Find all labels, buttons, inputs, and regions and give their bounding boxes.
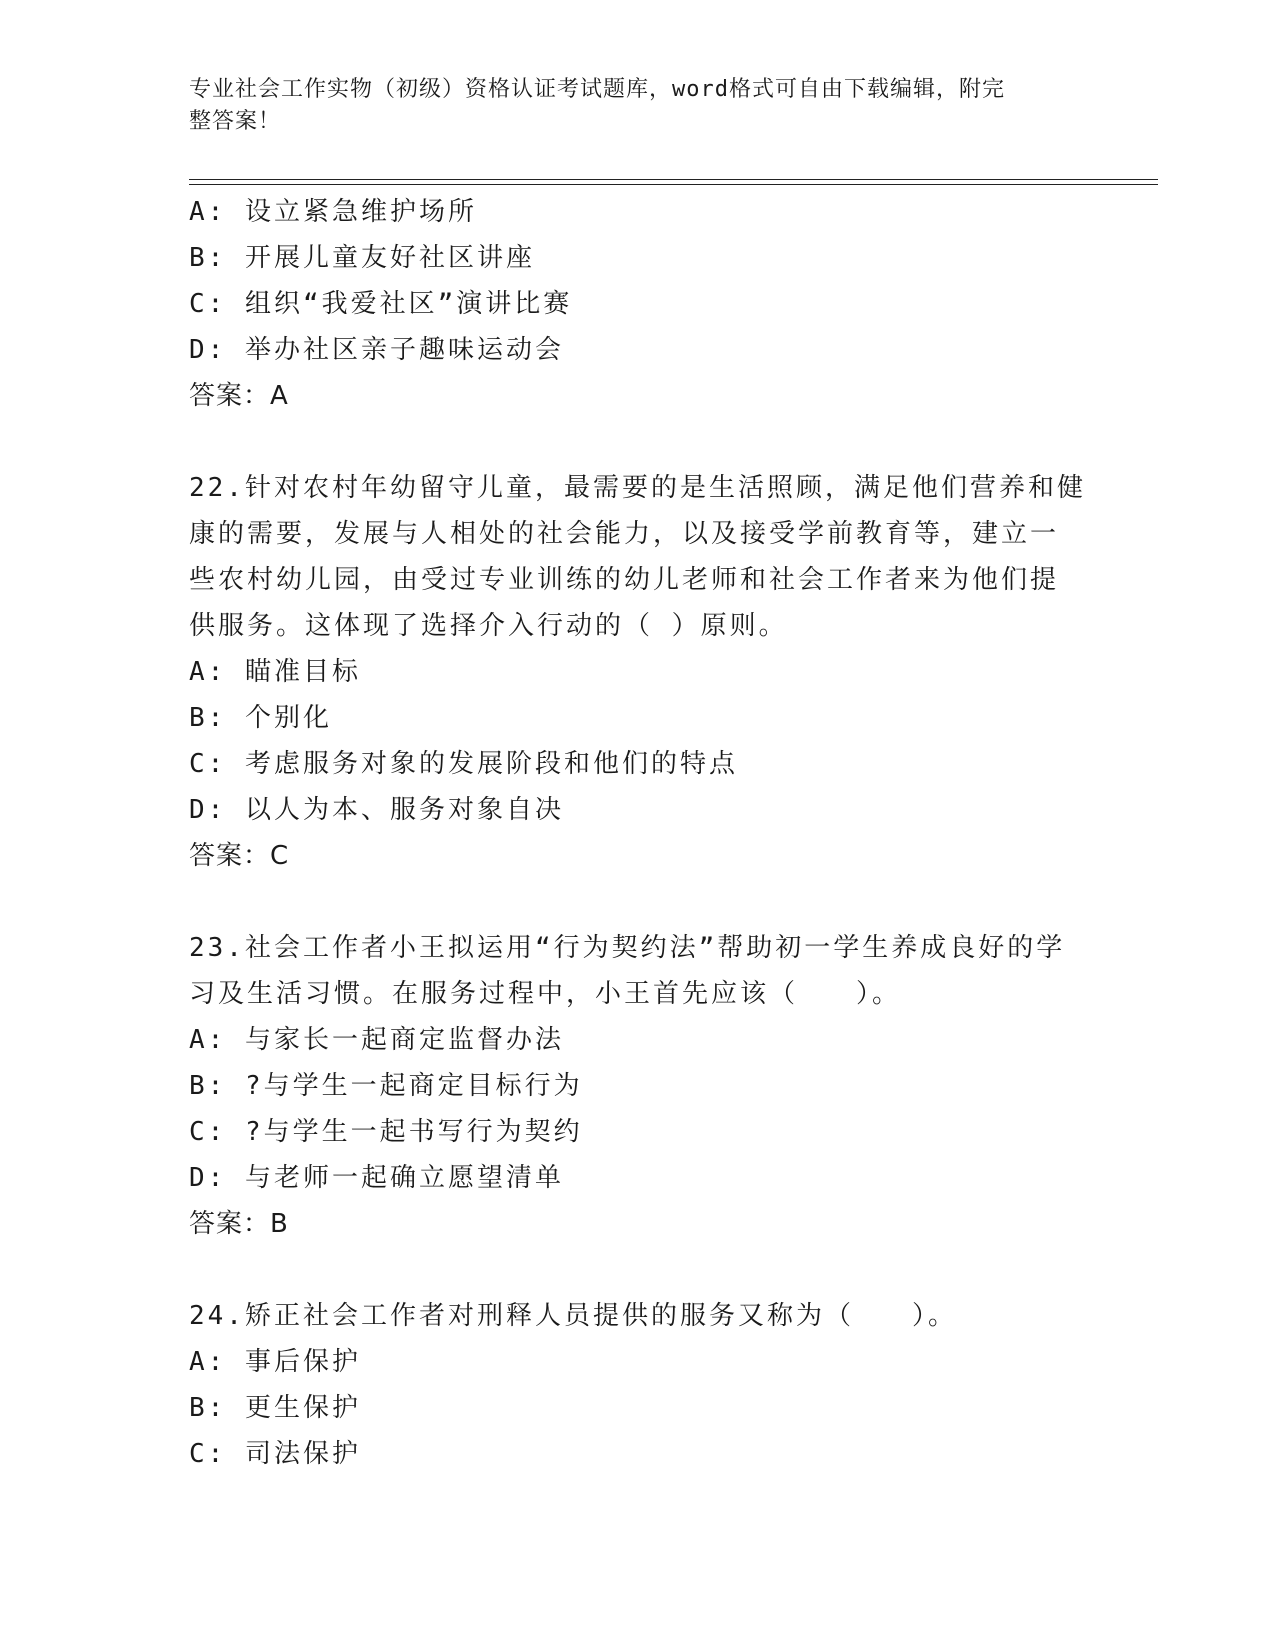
header-line-1: 专业社会工作实物（初级）资格认证考试题库，word格式可自由下载编辑，附完 xyxy=(189,77,1005,102)
q23-text-line-2: 习及生活习惯。在服务过程中，小王首先应该（ ）。 xyxy=(189,979,902,1009)
q21-option-a: A: 设立紧急维护场所 xyxy=(189,197,477,227)
q24-option-c: C: 司法保护 xyxy=(189,1439,361,1469)
q22-text-line-4: 供服务。这体现了选择介入行动的（ ）原则。 xyxy=(189,611,788,641)
q22-text-line-1: 22.针对农村年幼留守儿童，最需要的是生活照顾，满足他们营养和健 xyxy=(189,473,1086,503)
document-header xyxy=(189,74,1089,138)
header-line-2: 整答案！ xyxy=(189,109,282,134)
q23-text-line-1: 23.社会工作者小王拟运用“行为契约法”帮助初一学生养成良好的学 xyxy=(189,933,1066,963)
q23-option-a: A: 与家长一起商定监督办法 xyxy=(189,1025,564,1055)
q21-answer: 答案：A xyxy=(189,381,289,411)
q23-option-b: B: ?与学生一起商定目标行为 xyxy=(189,1071,583,1101)
header-divider-bottom xyxy=(189,184,1158,185)
question-21-block xyxy=(189,189,1089,419)
q22-option-a: A: 瞄准目标 xyxy=(189,657,361,687)
spacer xyxy=(189,879,1089,925)
q23-option-d: D: 与老师一起确立愿望清单 xyxy=(189,1163,564,1193)
q22-option-b: B: 个别化 xyxy=(189,703,332,733)
q22-option-c: C: 考虑服务对象的发展阶段和他们的特点 xyxy=(189,749,738,779)
q23-option-c: C: ?与学生一起书写行为契约 xyxy=(189,1117,583,1147)
spacer xyxy=(189,419,1089,465)
q22-text-line-3: 些农村幼儿园，由受过专业训练的幼儿老师和社会工作者来为他们提 xyxy=(189,565,1060,595)
question-22-block xyxy=(189,465,1089,879)
q24-option-b: B: 更生保护 xyxy=(189,1393,361,1423)
q22-answer: 答案：C xyxy=(189,841,290,871)
q22-option-d: D: 以人为本、服务对象自决 xyxy=(189,795,564,825)
spacer xyxy=(189,1247,1089,1293)
q21-option-c: C: 组织“我爱社区”演讲比赛 xyxy=(189,289,573,319)
q24-text-line-1: 24.矫正社会工作者对刑释人员提供的服务又称为（ ）。 xyxy=(189,1301,957,1331)
document-body xyxy=(189,189,1089,1477)
question-24-block xyxy=(189,1293,1089,1477)
q21-option-d: D: 举办社区亲子趣味运动会 xyxy=(189,335,564,365)
q21-option-b: B: 开展儿童友好社区讲座 xyxy=(189,243,535,273)
question-23-block xyxy=(189,925,1089,1247)
q24-option-a: A: 事后保护 xyxy=(189,1347,361,1377)
q22-text-line-2: 康的需要，发展与人相处的社会能力，以及接受学前教育等，建立一 xyxy=(189,519,1060,549)
header-divider-top xyxy=(189,179,1158,180)
q23-answer: 答案：B xyxy=(189,1209,289,1239)
